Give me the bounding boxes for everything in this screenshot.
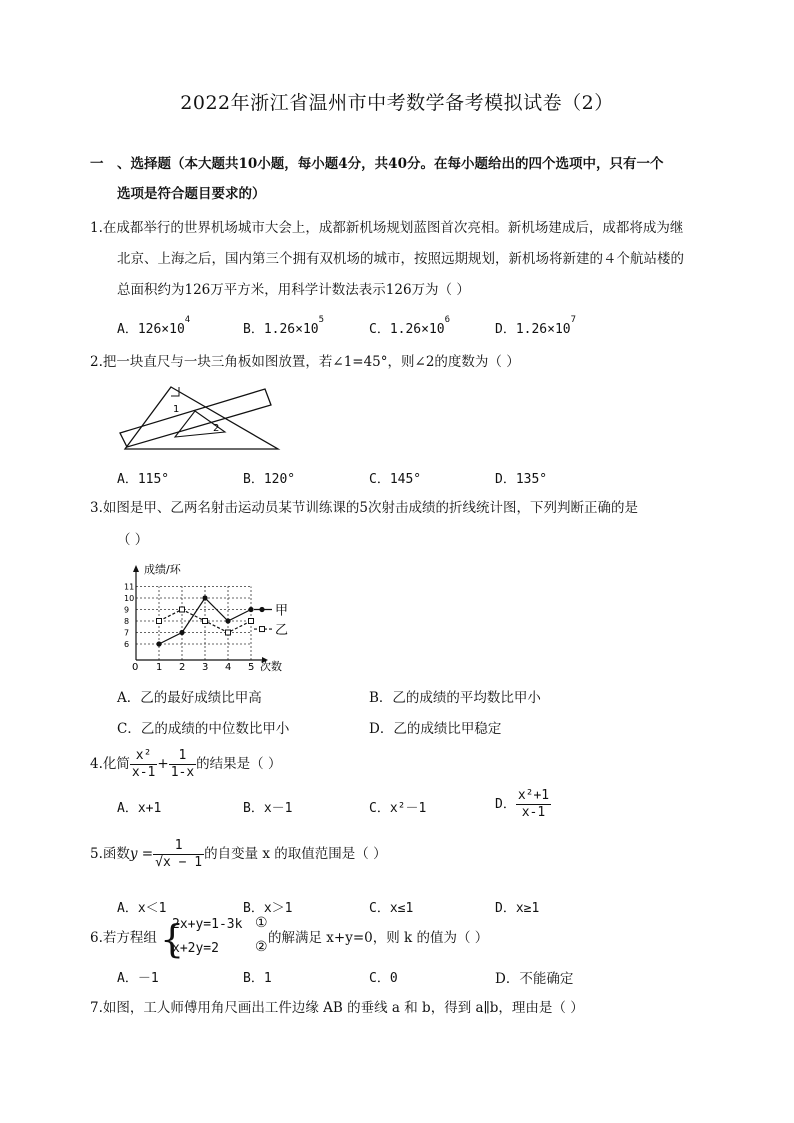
q6-option-a: A．－1 xyxy=(117,971,159,986)
point-jia xyxy=(248,607,253,612)
q1-option-b: B．$1.26\times 10^5$ xyxy=(243,315,325,337)
q6-equation-2: x+2y=2 xyxy=(172,941,219,956)
q6-equation-1-tag: ① xyxy=(255,915,268,931)
q6-suffix: 的解满足 x+y=0，则 k 的值为（ ） xyxy=(268,930,489,946)
angle-2-label: 2 xyxy=(213,423,220,434)
q6-option-c: C．0 xyxy=(369,971,398,986)
q1-option-d: D．$1.26\times 10^7$ xyxy=(495,315,577,337)
q4-option-b: B．x－1 xyxy=(243,801,293,816)
q4-fraction-2: $\frac{1}{1-x}$ xyxy=(170,748,195,780)
q4-fraction-1: $\frac{\text{x²}}{x-1}$ xyxy=(131,748,156,780)
y-axis-arrow xyxy=(133,565,139,572)
legend-marker-jia xyxy=(259,607,264,612)
q4-expression: 4.化简 $\frac{\text{x²}}{x-1}$ + $\frac{1}{1-x}$ 的结果是（ ） xyxy=(90,748,282,780)
q2-line1: 2.把一块直尺与一块三角板如图放置，若∠1=45°，则∠2的度数为（ ） xyxy=(90,354,520,370)
ruler xyxy=(120,389,271,447)
q1-line2: 北京、上海之后，国内第三个拥有双机场的城市，按照远期规划，新机场将新建的４个航站楼的 xyxy=(117,251,684,267)
legend-label-yi: 乙 xyxy=(275,623,289,639)
y-axis-label: 成绩/环 xyxy=(144,563,181,576)
q3-option-d: D．乙的成绩比甲稳定 xyxy=(369,721,502,737)
y-tick-label: 10 xyxy=(124,594,135,603)
x-tick-label: 3 xyxy=(202,662,209,673)
q3-option-a: A．乙的最好成绩比甲高 xyxy=(117,690,262,706)
q6-option-b: B．1 xyxy=(243,971,272,986)
point-yi xyxy=(249,619,254,624)
q5-fraction: $\frac{1}{√x - 1}$ xyxy=(155,838,203,870)
point-jia xyxy=(225,618,230,623)
q3-line1: 3.如图是甲、乙两名射击运动员某节训练课的5次射击成绩的折线统计图，下列判断正确的是 xyxy=(90,500,638,516)
q2-option-a: A．115° xyxy=(117,472,170,487)
q5-expression: 5.函数y = $\frac{1}{√x - 1}$ 的自变量 x 的取值范围是（ ） xyxy=(90,838,387,870)
ruler-triangle-figure xyxy=(115,383,290,453)
q1-option-c: C．$1.26\times 10^6$ xyxy=(369,315,451,337)
legend-marker-yi xyxy=(260,627,265,632)
q6-option-d: D．不能确定 xyxy=(495,971,574,987)
q5-option-b: B．x＞1 xyxy=(243,901,293,916)
section-number: 一 xyxy=(90,156,104,172)
point-yi xyxy=(157,619,162,624)
q1-option-a: A．$126\times 10^4$ xyxy=(117,315,191,337)
q5-option-a: A．x＜1 xyxy=(117,901,167,916)
q2-option-c: C．145° xyxy=(369,472,422,487)
point-yi xyxy=(180,607,185,612)
section-line1: 、选择题（本大题共10小题，每小题4分，共40分。在每小题给出的四个选项中，只有一个 xyxy=(117,156,664,172)
q3-line2: （ ） xyxy=(117,532,149,548)
brace-icon: { xyxy=(160,917,185,961)
y-tick-label: 9 xyxy=(124,605,130,615)
shooting-score-line-chart xyxy=(112,560,302,675)
x-axis-label: 次数 xyxy=(260,660,282,673)
q1-line3: 总面积约为126万平方米，用科学计数法表示126万为（ ） xyxy=(117,282,470,298)
q1-line1: 1.在成都举行的世界机场城市大会上，成都新机场规划蓝图首次亮相。新机场建成后，成都将成为继 xyxy=(90,220,684,236)
point-jia xyxy=(202,595,207,600)
point-jia xyxy=(179,630,184,635)
q6-equation-1: 2x+y=1-3k xyxy=(172,917,243,932)
y-tick-label: 7 xyxy=(124,628,130,638)
y-tick-label: 11 xyxy=(124,582,135,592)
y-tick-label: 6 xyxy=(124,640,130,649)
q4-option-d: D． $\frac{\text{x²+1}}{x-1}$ xyxy=(495,788,550,820)
section-line2: 选项是符合题目要求的） xyxy=(117,186,266,202)
q5-option-d: D．x≥1 xyxy=(495,901,540,916)
q3-option-b: B．乙的成绩的平均数比甲小 xyxy=(369,690,541,706)
chart-grid xyxy=(136,587,251,661)
x-tick-label: 5 xyxy=(248,662,255,673)
q4-option-a: A．x+1 xyxy=(117,801,162,816)
q6-prefix: 6.若方程组 xyxy=(90,930,157,946)
q2-option-b: B．120° xyxy=(243,472,296,487)
y-tick-label: 8 xyxy=(124,617,130,626)
angle-1-label: 1 xyxy=(173,404,180,415)
q2-option-d: D．135° xyxy=(495,472,548,487)
x-tick-label: 2 xyxy=(179,662,186,673)
x-tick-label: 0 xyxy=(132,662,139,673)
x-tick-label: 1 xyxy=(156,662,163,673)
page-title: 2022年浙江省温州市中考数学备考模拟试卷（2） xyxy=(180,92,614,114)
q5-option-c: C．x≤1 xyxy=(369,901,414,916)
x-tick-label: 4 xyxy=(225,662,232,673)
q7-line1: 7.如图，工人师傅用角尺画出工件边缘 AB 的垂线 a 和 b，得到 a∥b，理由是（ ） xyxy=(90,1000,584,1016)
point-jia xyxy=(156,641,161,646)
legend-label-jia: 甲 xyxy=(275,603,289,619)
point-yi xyxy=(226,630,231,635)
point-yi xyxy=(203,619,208,624)
q6-equation-2-tag: ② xyxy=(255,939,268,955)
q4-option-c: C．x²－1 xyxy=(369,801,427,816)
q3-option-c: C．乙的成绩的中位数比甲小 xyxy=(117,721,290,737)
